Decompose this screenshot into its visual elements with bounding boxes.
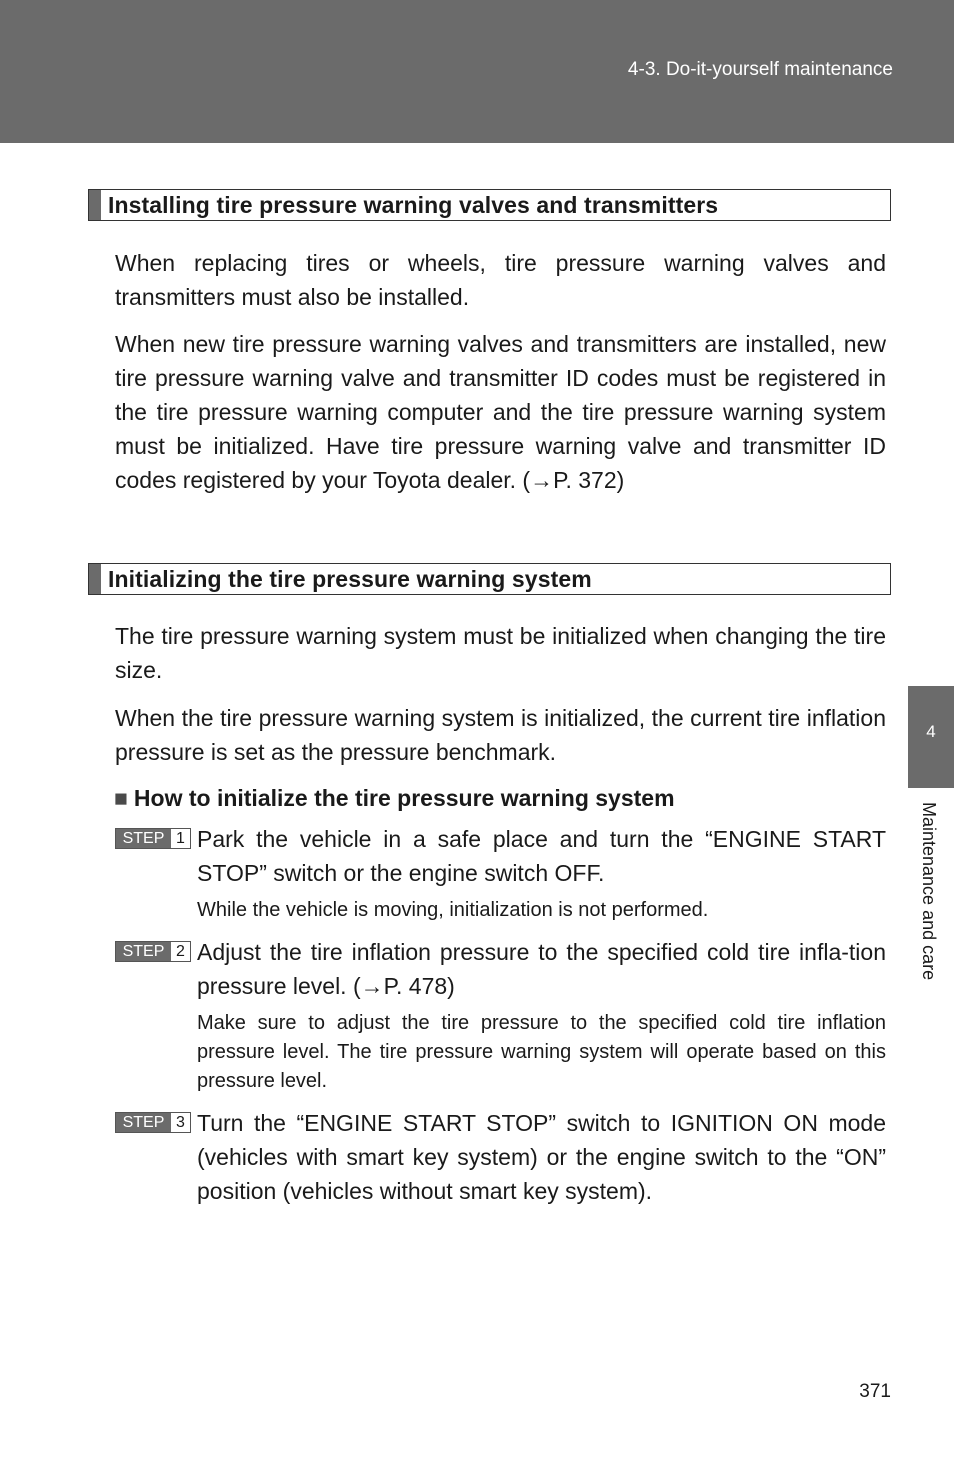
chapter-tab-number: 4 (926, 722, 936, 741)
paragraph: When replacing tires or wheels, tire pressure warning valves and transmitters must also be installed. (115, 250, 886, 310)
step-badge-word: STEP (116, 829, 171, 848)
step-text: Turn the “ENGINE START STOP” switch to IGNITION ON mode (vehicles with smart key system) or the engine switch to the “ON” position (vehicles without smart key system). (197, 1110, 886, 1204)
step-note: Make sure to adjust the tire pressure to the specified cold tire inflation pressure level. The tire pressure warning system will operate based on this pressure level. (197, 1012, 886, 1092)
section-heading-initializing (88, 563, 891, 595)
header-section-title: 4-3. Do-it-yourself maintenance (627, 59, 893, 80)
section-heading-installing (88, 189, 891, 221)
step-text: Park the vehicle in a safe place and turn the “ENGINE START STOP” switch or the engine switch OFF. (197, 826, 886, 886)
chapter-tab-label: Maintenance and care (919, 802, 939, 981)
paragraph: When the tire pressure warning system is initialized, the current tire inflation pressure is set as the pressure benchmark. (115, 705, 886, 765)
step-badge-number: 3 (171, 1113, 190, 1132)
step-text: Adjust the tire inflation pressure to the specified cold tire infla-tion pressure level. (→P. 478) (197, 939, 886, 999)
step-badge (115, 828, 191, 849)
step-note: While the vehicle is moving, initialization is not performed. (197, 899, 709, 921)
section-heading-bar (89, 564, 101, 594)
section-heading-text: Initializing the tire pressure warning system (108, 566, 592, 592)
section-heading-bar (89, 190, 101, 220)
paragraph: The tire pressure warning system must be initialized when changing the tire size. (115, 623, 886, 683)
paragraph: When new tire pressure warning valves and transmitters are installed, new tire pressure warning valve and transmitter ID codes must be registered in the tire pressure warning computer and the tire pressure warning system must be initialized. Have tire pressure warning valve and transmitter ID codes registered by your Toyota dealer. (→P. 372) (115, 331, 886, 493)
section-heading-text: Installing tire pressure warning valves and transmitters (108, 192, 719, 218)
step-badge-number: 1 (171, 829, 190, 848)
step-badge (115, 941, 191, 962)
page-number: 371 (859, 1381, 891, 1402)
step-badge-word: STEP (116, 1113, 171, 1132)
step-badge-number: 2 (171, 942, 190, 961)
header-band (0, 0, 954, 143)
chapter-tab (908, 686, 954, 788)
step-badge (115, 1112, 191, 1133)
square-bullet-icon: ■ (114, 785, 128, 811)
step-badge-word: STEP (116, 942, 171, 961)
procedure-heading (114, 785, 675, 812)
procedure-heading-text: How to initialize the tire pressure warning system (133, 785, 675, 811)
